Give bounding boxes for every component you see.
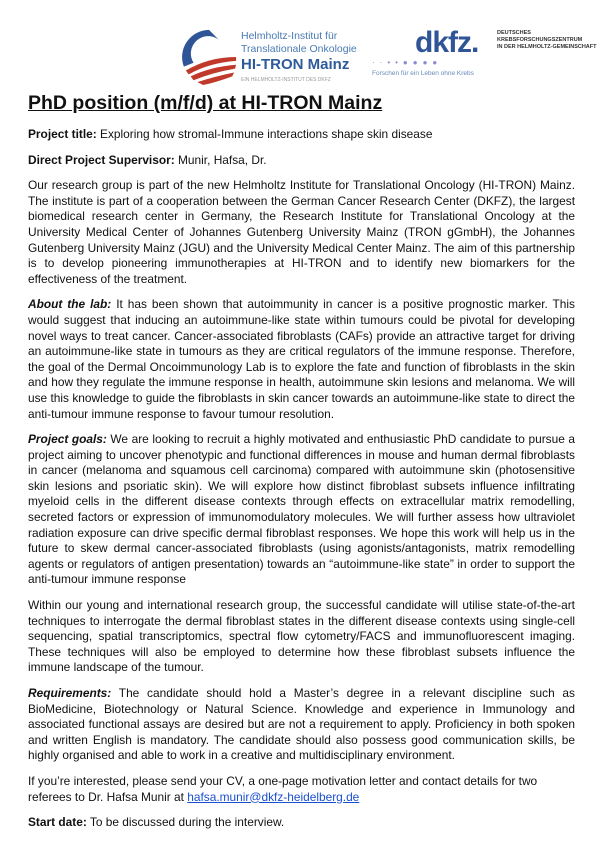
start-date-label: Start date: <box>28 815 87 830</box>
hitron-sub: EIN HELMHOLTZ-INSTITUT DES DKFZ <box>241 77 331 83</box>
supervisor-label: Direct Project Supervisor: <box>28 152 175 167</box>
requirements-text: The candidate should hold a Master’s degree in a relevant discipline such as BioMedicine, Biotechnology or Natural Science. Knowledge and experience in Immunology and associated functional assays are desired but are not a requirement to apply. Proficiency in both spoken and written English is mandatory. The candidate should also possess good communication skills, be highly organised and able to work in a creative and multidisciplinary environment. <box>28 686 575 763</box>
dkfz-side-text <box>497 30 597 51</box>
supervisor-value: Munir, Hafsa, Dr. <box>174 152 267 167</box>
hitron-name: HI-TRON Mainz <box>241 56 350 73</box>
dkfz-dots-icon: ··••●●●● <box>372 58 443 67</box>
apply-paragraph <box>28 774 575 805</box>
dkfz-line3: IN DER HELMHOLTZ-GEMEINSCHAFT <box>497 44 597 50</box>
intro-paragraph: Our research group is part of the new Helmholtz Institute for Translational Oncology (HI-TRON) Mainz. The institute is part of a cooperation between the German Cancer Research Center (DKFZ), the largest biomedical research center in Germany, the Research Institute for Translational Oncology at the University Medical Center of Johannes Gutenberg University Mainz (TRON gGmbH), the Johannes Gutenberg University Mainz (JGU) and the University Medical Center Mainz. The aim of this partnership is to develop pioneering immunotherapies at HI-TRON and to identify new biomarkers for the effectiveness of the treatment. <box>28 178 575 286</box>
start-date-value: To be discussed during the interview. <box>86 815 285 830</box>
project-title-label: Project title: <box>28 127 97 141</box>
hitron-logo-icon <box>180 28 238 86</box>
email-link[interactable]: hafsa.munir@dkfz-heidelberg.de <box>187 789 360 804</box>
dkfz-logo: dkfz. <box>415 26 479 59</box>
apply-text: If you’re interested, please send your CV, a one-page motivation letter and contact details for two referees to Dr. Hafsa Munir at <box>28 773 538 804</box>
techniques-paragraph: Within our young and international research group, the successful candidate will utilise state-of-the-art techniques to interrogate the dermal fibroblast states in the different disease contexts using single-cell sequencing, spatial transcriptomics, spectral flow cytometry/FACS and immunofluorescent imaging. These techniques will also be employed to determine how these fibroblast subsets influence the immune landscape of the tumour. <box>28 598 575 675</box>
page-title: PhD position (m/f/d) at HI-TRON Mainz <box>28 92 383 114</box>
about-text: It has been shown that autoimmunity in cancer is a positive prognostic marker. This would suggest that inducing an autoimmune-like state within tumours could be pivotal for developing novel ways to treat cancer. Cancer-associated fibroblasts (CAFs) provide an attractive target for driving an autoimmune-like state in tumours as they are critical regulators of the immune response. Therefore, the goal of the Dermal Oncoimmunology Lab is to explore the fate and function of fibroblasts in the skin and how they regulate the immune response in health, autoimmune skin lesions and melanoma. We will use this knowledge to guide the fibroblasts in skin cancer towards an autoimmune-like state to direct the anti-tumour immune response to favour tumour resolution. <box>28 297 576 421</box>
requirements-paragraph <box>28 686 575 764</box>
about-label: About the lab: <box>28 297 112 312</box>
goals-text: We are looking to recruit a highly motivated and enthusiastic PhD candidate to pursue a project aiming to uncover phenotypic and functional differences in mouse and human dermal fibroblasts in cancer (melanoma and squamous cell carcinoma) compared with autoimmune skin (photosensitive skin lesions and psoriatic skin). We will explore how distinct fibroblast subsets influence infiltrating myeloid cells in the different disease contexts through effects on extracellular matrix remodelling, secreted factors or expression of immunomodulatory molecules. We will further assess how ultraviolet radiation exposure can drive specific dermal fibroblast responses. We hope this work will help us in the future to skew dermal cancer-associated fibroblasts (using agonists/antagonists, matrix remodelling agents or regulators of antigen presentation) towards an “autoimmune-like state” in order to support the anti-tumour immune response <box>28 432 575 587</box>
requirements-label: Requirements: <box>28 686 112 700</box>
hitron-logo-text <box>241 30 357 87</box>
start-date <box>28 815 575 831</box>
about-paragraph <box>28 297 575 422</box>
goals-label: Project goals: <box>28 432 107 447</box>
hitron-line1: Helmholtz-Institut für <box>241 30 338 42</box>
content <box>28 90 575 841</box>
project-title <box>28 127 575 143</box>
dkfz-line2: KREBSFORSCHUNGSZENTRUM <box>497 37 583 43</box>
dkfz-slogan: Forschen für ein Leben ohne Krebs <box>372 70 474 77</box>
supervisor <box>28 153 575 169</box>
goals-paragraph <box>28 432 575 588</box>
header <box>0 12 603 82</box>
dkfz-line1: DEUTSCHES <box>497 30 531 36</box>
hitron-line2: Translationale Onkologie <box>241 43 357 55</box>
project-title-value: Exploring how stromal-Immune interactions shape skin disease <box>96 127 433 141</box>
